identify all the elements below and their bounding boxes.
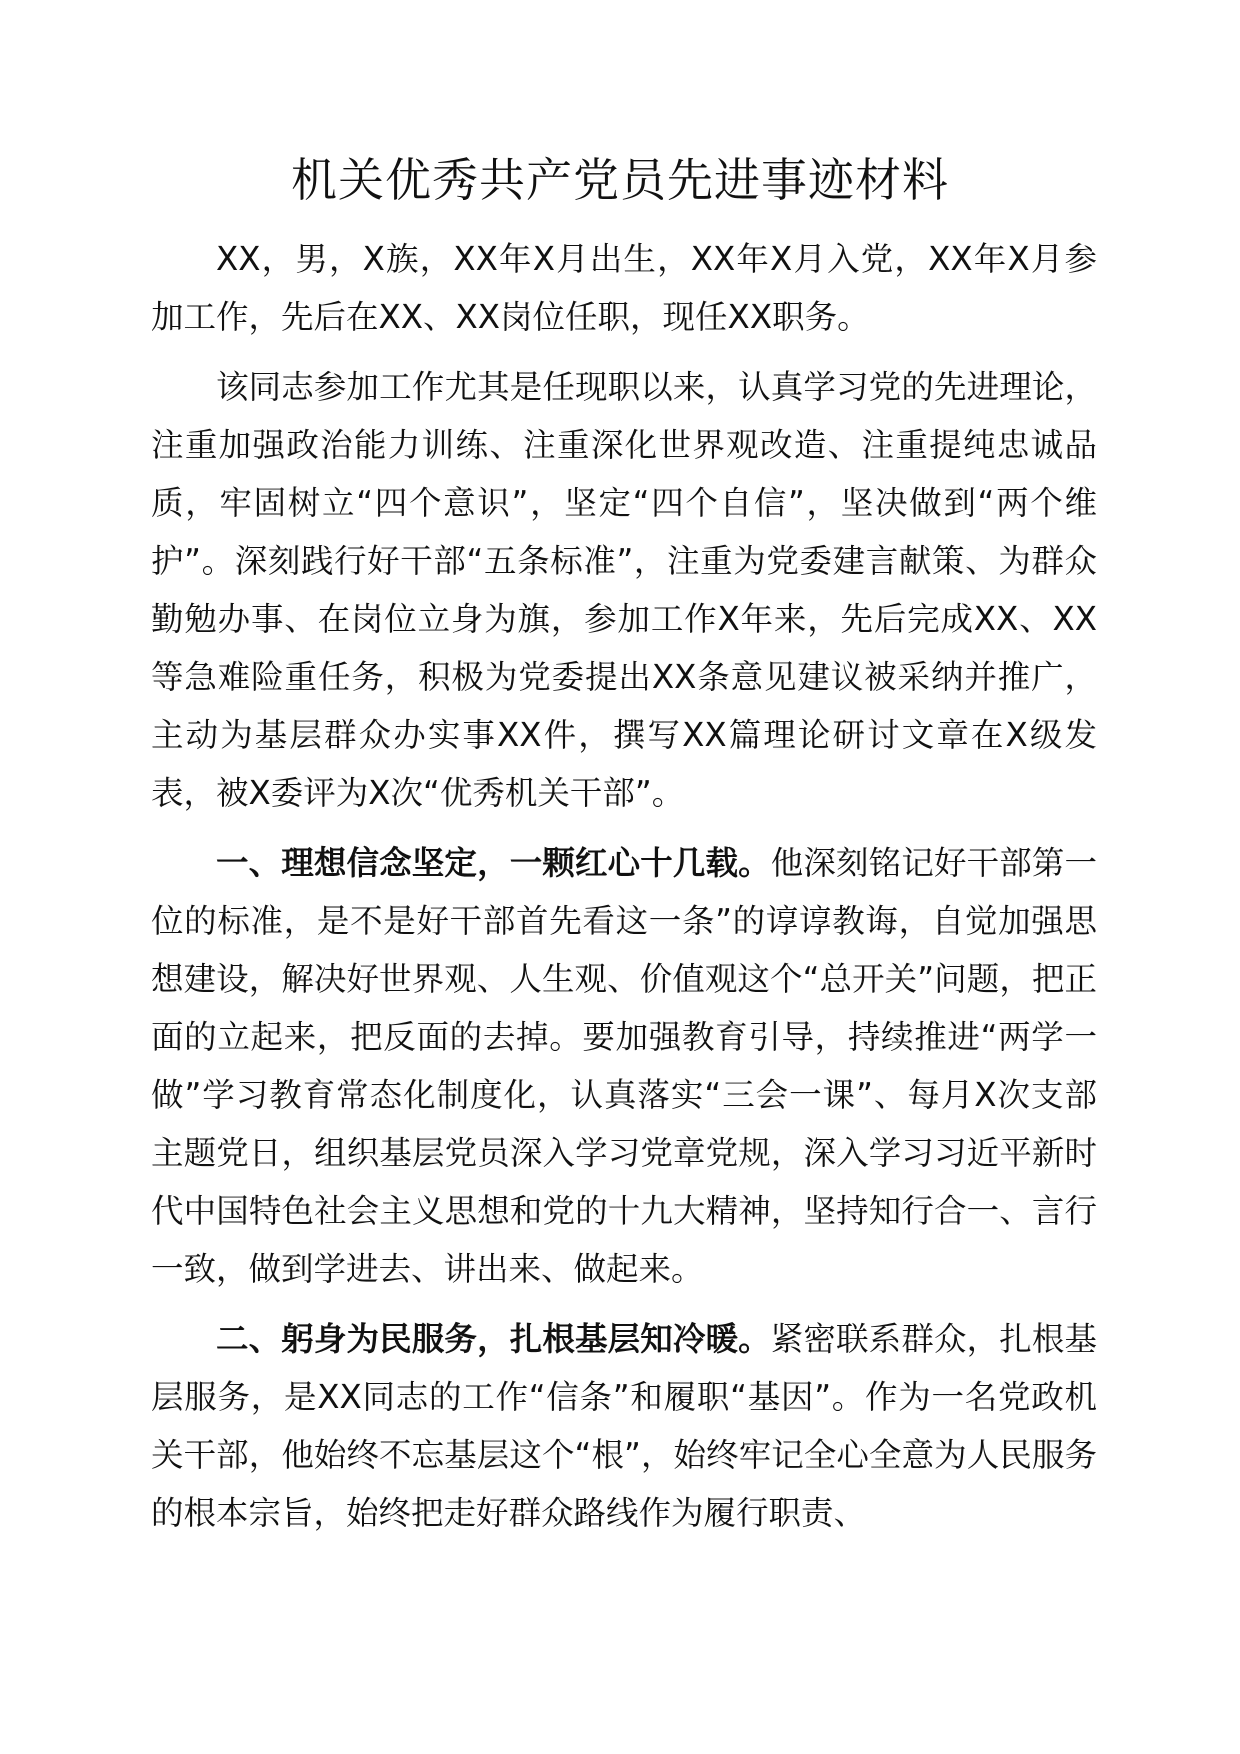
summary-paragraph-text: 该同志参加工作尤其是任现职以来，认真学习党的先进理论，注重加强政治能力训练、注重深化世界观改造、注重提纯忠诚品质，牢固树立“四个意识”，坚定“四个自信”，坚决做到“两个维护”。深刻践行好干部“五条标准”，注重为党委建言献策、为群众勤勉办事、在岗位立身为旗，参加工作X年来，先后完成XX、XX等急难险重任务，积极为党委提出XX条意见建议被采纳并推广，主动为基层群众办实事XX件，撰写XX篇理论研讨文章在X级发表，被X委评为X次“优秀机关干部”。 [151,368,1097,812]
document-body [151,230,1097,1554]
section-two-heading: 二、躬身为民服务，扎根基层知冷暖。 [216,1320,771,1358]
section-two-text: 紧密联系群众，扎根基层服务，是XX同志的工作“信条”和履职“基因”。作为一名党政机关干部，他始终不忘基层这个“根”，始终牢记全心全意为人民服务的根本宗旨，始终把走好群众路线作为履行职责、 [151,1320,1097,1532]
section-one-text: 他深刻铭记好干部第一位的标准，是不是好干部首先看这一条”的谆谆教诲，自觉加强思想建设，解决好世界观、人生观、价值观这个“总开关”问题，把正面的立起来，把反面的去掉。要加强教育引导，持续推进“两学一做”学习教育常态化制度化，认真落实“三会一课”、每月X次支部主题党日，组织基层党员深入学习党章党规，深入学习习近平新时代中国特色社会主义思想和党的十九大精神，坚持知行合一、言行一致，做到学进去、讲出来、做起来。 [151,844,1097,1288]
section-one-heading: 一、理想信念坚定，一颗红心十几载。 [216,844,771,882]
intro-paragraph-text: XX，男，X族，XX年X月出生，XX年X月入党，XX年X月参加工作，先后在XX、XX岗位任职，现任XX职务。 [151,240,1097,336]
intro-paragraph [151,230,1097,346]
summary-paragraph [151,358,1097,822]
document-title: 机关优秀共产党员先进事迹材料 [291,153,949,207]
section-one-paragraph [151,834,1097,1298]
section-two-paragraph [151,1310,1097,1542]
